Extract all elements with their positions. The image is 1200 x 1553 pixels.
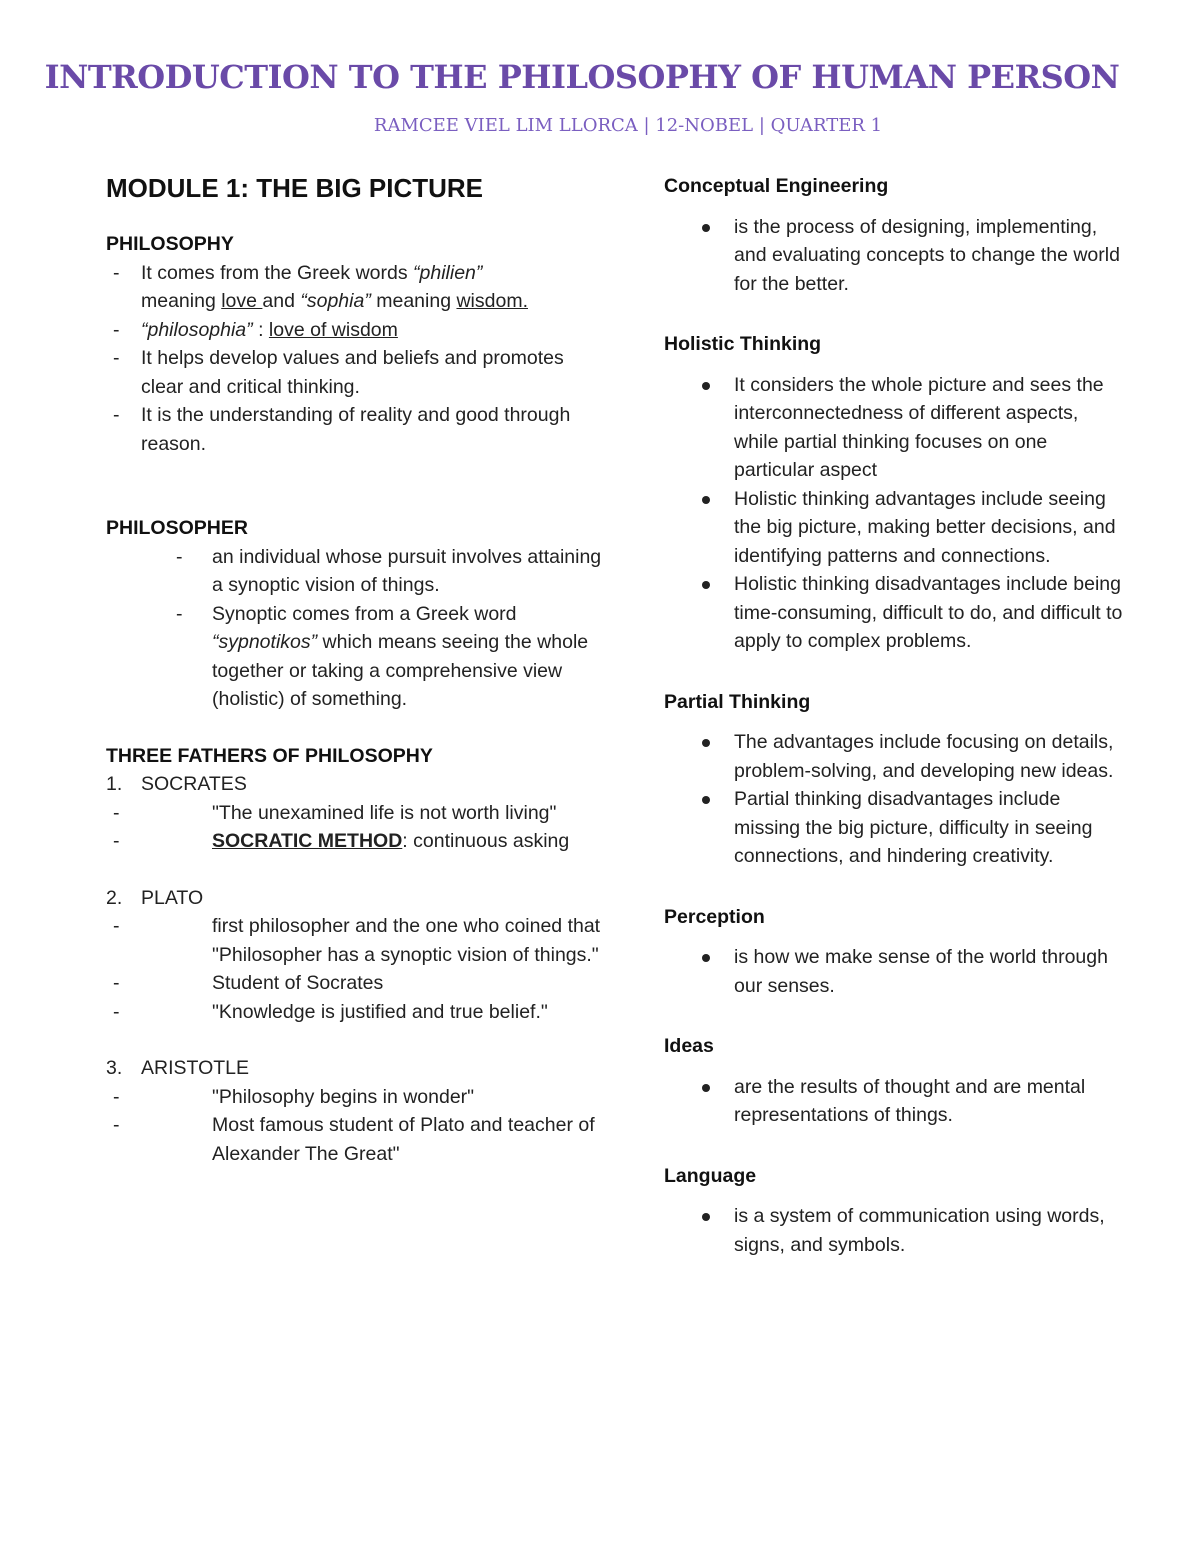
term-love: love <box>221 290 263 312</box>
term-sophia: “sophia” <box>300 290 371 312</box>
partial-thinking-heading: Partial Thinking <box>664 690 811 713</box>
list-item: - "Philosophy begins in wonder" <box>106 1083 606 1112</box>
list-item <box>106 259 606 316</box>
list-item: - It helps develop values and beliefs and promotes clear and critical thinking. <box>106 344 606 401</box>
document-subtitle: RAMCEE VIEL LIM LLORCA | 12-NOBEL | QUARTER 1 <box>373 115 883 136</box>
perception-heading: Perception <box>664 905 765 928</box>
list-item: The advantages include focusing on details, problem-solving, and developing new ideas. <box>664 728 1124 785</box>
list-item <box>106 600 606 714</box>
list-item: - Most famous student of Plato and teacher of Alexander The Great" <box>106 1111 606 1168</box>
list-item: - "The unexamined life is not worth living" <box>106 799 606 828</box>
document-title: INTRODUCTION TO THE PHILOSOPHY OF HUMAN PERSON <box>44 58 1120 96</box>
socratic-method-label: SOCRATIC METHOD <box>212 830 403 852</box>
term-philosophia: “philosophia” <box>141 318 253 341</box>
term-philien: “philien” <box>413 261 483 284</box>
list-item: - an individual whose pursuit involves attaining a synoptic vision of things. <box>106 543 606 600</box>
module-title: MODULE 1: THE BIG PICTURE <box>106 173 484 203</box>
text: : <box>252 318 269 341</box>
term-love-of-wisdom: love of wisdom <box>268 318 398 341</box>
text: meaning <box>141 290 222 312</box>
list-item: is the process of designing, implementing, and evaluating concepts to change the world for the better. <box>664 213 1124 299</box>
list-item <box>106 827 606 856</box>
list-number: 2. <box>106 886 123 909</box>
list-item: - Student of Socrates <box>106 969 606 998</box>
fathers-heading: THREE FATHERS OF PHILOSOPHY <box>106 744 433 767</box>
holistic-thinking-heading: Holistic Thinking <box>664 333 822 355</box>
partial-thinking-list <box>664 728 1124 871</box>
list-item: are the results of thought and are mental representations of things. <box>664 1073 1124 1130</box>
philosophy-heading: PHILOSOPHY <box>106 233 234 255</box>
list-item: is a system of communication using words, signs, and symbols. <box>664 1202 1124 1259</box>
text: which means seeing the whole together or taking a comprehensive view (holistic) of something. <box>212 631 589 710</box>
list-number: 1. <box>106 773 123 795</box>
list-number: 3. <box>106 1057 123 1079</box>
philosopher-heading: PHILOSOPHER <box>106 517 248 539</box>
list-item: It considers the whole picture and sees the interconnectedness of different aspects, while partial thinking focuses on one particular aspect <box>664 371 1124 485</box>
holistic-thinking-list <box>664 371 1124 656</box>
list-item: Holistic thinking disadvantages include being time-consuming, difficult to do, and difficult to apply to complex problems. <box>664 570 1124 656</box>
list-item-plato <box>106 884 606 1055</box>
text: Synoptic comes from a Greek word <box>212 602 517 625</box>
list-item-socrates <box>106 770 606 884</box>
ideas-list <box>664 1073 1124 1130</box>
list-item: Holistic thinking advantages include seeing the big picture, making better decisions, and identifying patterns and connections. <box>664 485 1124 571</box>
list-item: is how we make sense of the world through our senses. <box>664 943 1124 1000</box>
list-item: - first philosopher and the one who coined that "Philosopher has a synoptic vision of things." <box>106 912 606 969</box>
language-heading: Language <box>664 1164 757 1187</box>
philosopher-name: PLATO <box>141 886 204 909</box>
philosopher-name: SOCRATES <box>141 773 247 795</box>
ideas-heading: Ideas <box>664 1035 714 1057</box>
perception-list <box>664 943 1124 1000</box>
philosopher-name: ARISTOTLE <box>141 1057 250 1079</box>
conceptual-engineering-heading: Conceptual Engineering <box>664 175 889 197</box>
conceptual-engineering-list <box>664 213 1124 299</box>
philosophy-list <box>106 259 606 459</box>
text: It comes from the Greek words <box>141 261 414 284</box>
term-wisdom: wisdom. <box>456 290 528 312</box>
list-item <box>106 316 606 345</box>
list-item-aristotle <box>106 1054 606 1168</box>
text: : continuous asking <box>402 830 570 852</box>
text: meaning <box>370 290 457 312</box>
text: and <box>262 290 301 312</box>
list-item: Partial thinking disadvantages include missing the big picture, difficulty in seeing connections, and hindering creativity. <box>664 785 1124 871</box>
list-item: - It is the understanding of reality and good through reason. <box>106 401 606 458</box>
right-column <box>664 172 1124 1259</box>
philosopher-list <box>106 543 606 714</box>
language-list <box>664 1202 1124 1259</box>
term-sypnotikos: “sypnotikos” <box>212 631 318 653</box>
left-column <box>106 172 606 1168</box>
fathers-list <box>106 770 606 1168</box>
list-item: - "Knowledge is justified and true belief." <box>106 998 606 1027</box>
